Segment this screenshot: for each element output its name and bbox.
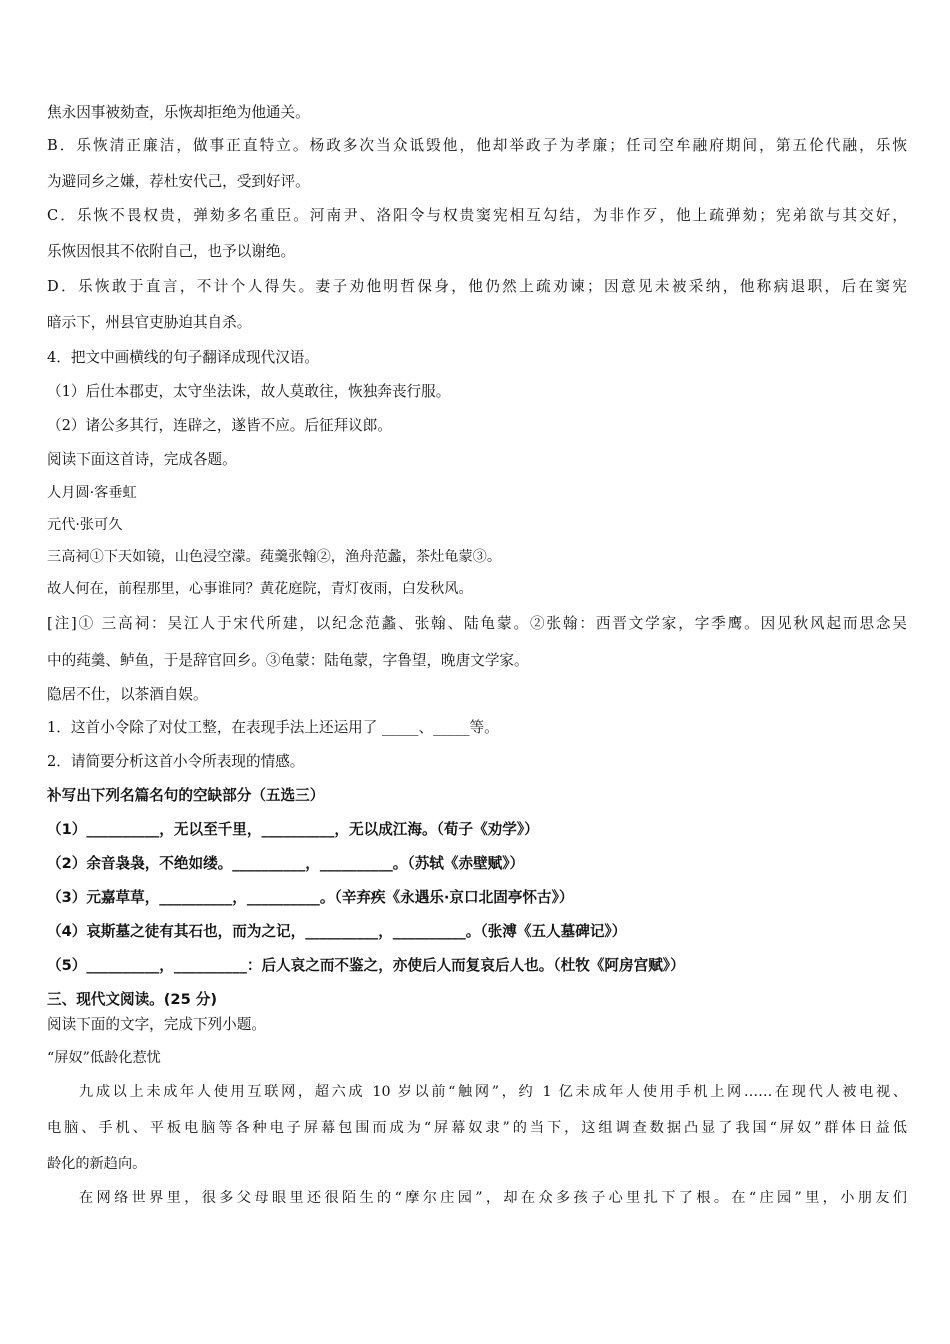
poem-question-1: 1．这首小令除了对仗工整，在表现手法上还运用了 _____、_____等。: [47, 719, 499, 736]
article-paragraph-1: 九成以上未成年人使用互联网，超六成 10 岁以前“触网”，约 1 亿未成年人使用手机上网……在现代人被电视、: [79, 1084, 907, 1100]
poem-title: 人月圆·客垂虹: [47, 485, 137, 501]
article-paragraph-1-line-2: 电脑、手机、平板电脑等各种电子屏幕包围而成为“屏幕奴隶”的当下，这组调查数据凸显了我国“屏奴”群体日益低: [47, 1120, 907, 1136]
fill-in-item-2: （2）余音袅袅，不绝如缕。__________，__________。（苏轼《赤壁赋》）: [47, 855, 525, 872]
poem-notes-end: 隐居不仕，以茶酒自娱。: [47, 686, 208, 703]
option-b: B．乐恢清正廉洁，做事正直特立。杨政多次当众诋毁他，他却举政子为孝廉；任司空牟融府期间，第五伦代融，乐恢: [47, 137, 907, 154]
question-4-item-2: （2）诸公多其行，连辟之，遂皆不应。后征拜议郎。: [47, 417, 392, 434]
fill-in-item-1: （1）__________，无以至千里，__________，无以成江海。（荀子《劝学》）: [47, 821, 539, 838]
question-4: 4．把文中画横线的句子翻译成现代汉语。: [47, 349, 319, 366]
section-3-heading: 三、现代文阅读。(25 分): [47, 991, 218, 1008]
poem-line-1: 三高祠①下天如镜，山色浸空濛。莼羹张翰②，渔舟范蠡，茶灶龟蒙③。: [47, 549, 502, 565]
question-4-item-1: （1）后仕本郡吏，太守坐法诛，故人莫敢往，恢独奔丧行服。: [47, 383, 451, 400]
poem-question-2: 2．请简要分析这首小令所表现的情感。: [47, 753, 305, 770]
poem-author: 元代·张可久: [47, 517, 123, 533]
poem-notes-continued: 中的莼羹、鲈鱼，于是辞官回乡。③龟蒙：陆龟蒙，字鲁望，晚唐文学家。: [47, 652, 529, 669]
option-c-continued: 乐恢因恨其不依附自己，也予以谢绝。: [47, 243, 296, 260]
article-title: “屏奴”低龄化惹忧: [47, 1050, 161, 1066]
fill-in-item-5: （5）__________，__________：后人哀之而不鉴之，亦使后人而复哀后人也。（杜牧《阿房宫赋》）: [47, 957, 685, 974]
option-d-continued: 暗示下，州县官吏胁迫其自杀。: [47, 314, 252, 331]
option-d: D．乐恢敢于直言，不计个人得失。妻子劝他明哲保身，他仍然上疏劝谏；因意见未被采纳，他称病退职，后在窦宪: [47, 278, 907, 295]
article-paragraph-1-line-3: 龄化的新趋向。: [47, 1156, 147, 1172]
option-a-continued: 焦永因事被劾查，乐恢却拒绝为他通关。: [47, 104, 310, 121]
article-paragraph-2: 在网络世界里，很多父母眼里还很陌生的“摩尔庄园”，却在众多孩子心里扎下了根。在“庄园”里，小朋友们: [79, 1190, 907, 1206]
fill-in-item-4: （4）哀斯墓之徒有其石也，而为之记，__________，__________。（张溥《五人墓碑记》）: [47, 923, 627, 940]
poem-instruction: 阅读下面这首诗，完成各题。: [47, 451, 237, 468]
fill-in-item-3: （3）元嘉草草，__________，__________。（辛弃疾《永遇乐·京口北固亭怀古》）: [47, 889, 574, 906]
poem-line-2: 故人何在，前程那里，心事谁同？黄花庭院，青灯夜雨，白发秋风。: [47, 581, 473, 597]
option-b-continued: 为避同乡之嫌，荐杜安代己，受到好评。: [47, 173, 310, 190]
fill-in-heading: 补写出下列名篇名句的空缺部分（五选三）: [47, 787, 325, 804]
option-c: C．乐恢不畏权贵，弹劾多名重臣。河南尹、洛阳令与权贵窦宪相互勾结，为非作歹，他上疏弹劾；宪弟欲与其交好，: [47, 207, 907, 224]
reading-instruction: 阅读下面的文字，完成下列小题。: [47, 1016, 266, 1033]
poem-notes: [注]① 三高祠：吴江人于宋代所建，以纪念范蠡、张翰、陆龟蒙。②张翰：西晋文学家，字季鹰。因见秋风起而思念吴: [47, 615, 907, 632]
